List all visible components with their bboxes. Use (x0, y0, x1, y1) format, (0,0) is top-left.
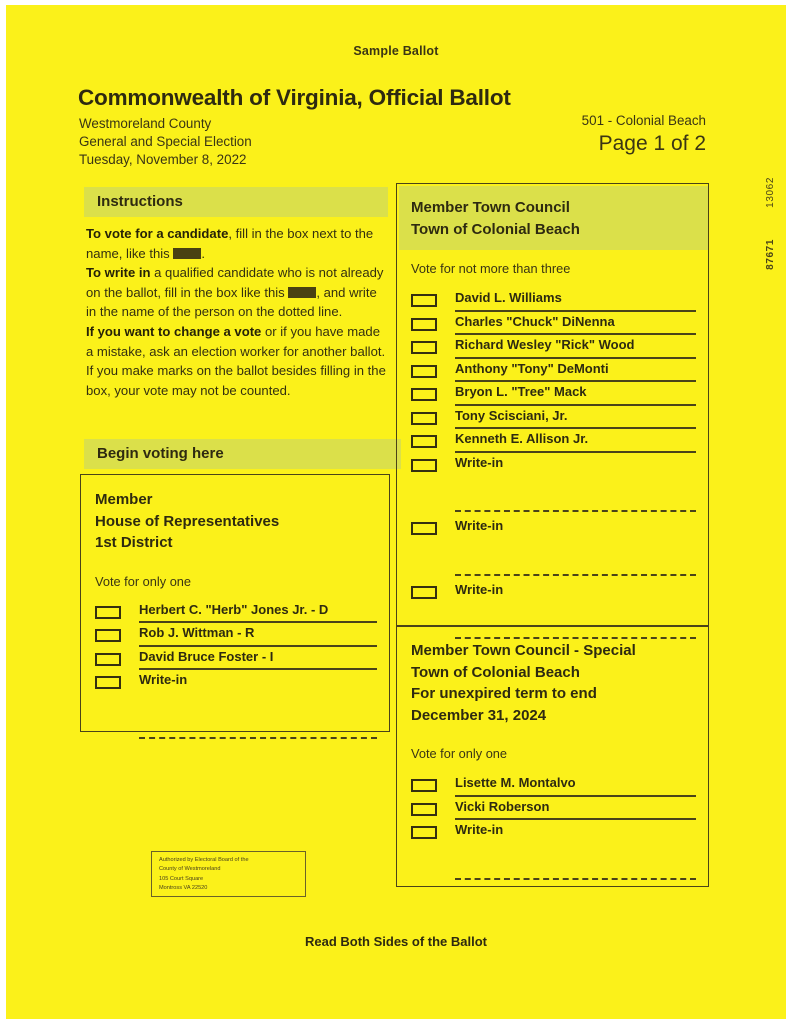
precinct-label: 501 - Colonial Beach (581, 113, 706, 128)
instructions-line1-bold: To vote for a candidate (86, 226, 229, 241)
candidate-underline (139, 668, 377, 670)
candidate-row[interactable] (411, 314, 694, 338)
contest-title (411, 197, 694, 240)
candidate-name: Charles "Chuck" DiNenna (455, 313, 615, 329)
checkbox-icon[interactable] (411, 803, 437, 816)
candidate-underline (455, 818, 696, 820)
page-title: Commonwealth of Virginia, Official Ballot (78, 85, 511, 110)
candidate-row[interactable] (95, 649, 375, 673)
auth-stamp-line: Authorized by Electoral Board of the (159, 857, 249, 863)
candidate-row[interactable] (411, 431, 694, 455)
checkbox-icon[interactable] (411, 522, 437, 535)
candidate-underline (455, 310, 696, 312)
filled-box-example-icon (173, 248, 201, 259)
contest-title (95, 489, 375, 554)
candidate-name: Kenneth E. Allison Jr. (455, 431, 589, 446)
contest-title (411, 640, 694, 726)
candidate-name: David Bruce Foster - I (139, 648, 274, 664)
ballot-code-top: 13062 (765, 177, 776, 208)
begin-voting-here-banner: Begin voting here (84, 439, 401, 469)
candidate-underline (455, 427, 696, 429)
vote-for-instruction: Vote for only one (411, 746, 508, 761)
candidate-list (411, 290, 694, 639)
contest-title-line: Town of Colonial Beach (411, 220, 580, 238)
candidate-underline (139, 621, 377, 623)
writein-dotted-line[interactable] (139, 737, 377, 739)
candidate-name: Herbert C. "Herb" Jones Jr. - D (139, 601, 329, 617)
contest-title-line: Town of Colonial Beach (411, 663, 580, 681)
writein-dotted-line[interactable] (455, 637, 696, 639)
checkbox-icon[interactable] (411, 365, 437, 378)
candidate-row[interactable] (411, 290, 694, 314)
auth-stamp-line: Montross VA 22520 (159, 885, 208, 892)
ballot-code-bottom: 87671 (765, 239, 776, 270)
auth-stamp-line: County of Westmoreland (159, 866, 221, 873)
checkbox-icon[interactable] (411, 412, 437, 425)
checkbox-icon[interactable] (411, 341, 437, 354)
contest-title-line: For unexpired term to end (411, 685, 597, 702)
candidate-row[interactable] (95, 625, 375, 649)
contest-title-line: Member (95, 491, 153, 508)
checkbox-icon[interactable] (411, 459, 437, 472)
authorization-stamp (151, 851, 306, 897)
checkbox-icon[interactable] (411, 435, 437, 448)
candidate-list (411, 775, 694, 880)
contest-house-of-representatives (80, 474, 390, 732)
instructions-line3-rest: or if you have made a mistake, ask an election worker for another ballot. If you make marks on the ballot besides filling in the box, your vote may not be counted. (86, 323, 386, 398)
candidate-name: David L. Williams (455, 290, 562, 305)
candidate-underline (455, 404, 696, 406)
footer-note: Read Both Sides of the Ballot (304, 934, 487, 949)
checkbox-icon[interactable] (411, 318, 437, 331)
instructions-line2-rest2: , and write in the name of the person on the dotted line. (86, 284, 377, 320)
candidate-name: Vicki Roberson (455, 798, 550, 814)
instructions-line3-bold: If you want to change a vote (86, 323, 262, 339)
right-column (396, 183, 709, 887)
candidate-row-writein[interactable] (411, 582, 694, 606)
writein-dotted-line[interactable] (455, 510, 696, 512)
candidate-row[interactable] (411, 799, 694, 823)
ballot-page (6, 5, 786, 1019)
contest-title-line: House of Representatives (95, 512, 280, 530)
candidate-row[interactable] (411, 775, 694, 799)
instructions-line1-end: . (201, 245, 205, 261)
checkbox-icon[interactable] (411, 826, 437, 839)
candidate-underline (455, 451, 696, 453)
candidate-row-writein[interactable] (95, 672, 375, 696)
candidate-list (95, 602, 375, 739)
checkbox-icon[interactable] (411, 294, 437, 307)
contest-title-line: 1st District (95, 534, 173, 551)
candidate-row[interactable] (411, 408, 694, 432)
checkbox-icon[interactable] (411, 586, 437, 599)
filled-box-example-icon-2 (288, 287, 316, 298)
candidate-underline (455, 357, 696, 359)
candidate-name: Tony Scisciani, Jr. (455, 407, 568, 423)
candidate-underline (455, 380, 696, 382)
checkbox-icon[interactable] (95, 629, 121, 642)
instructions-body (84, 217, 388, 400)
candidate-name: Anthony "Tony" DeMonti (455, 360, 609, 376)
candidate-name: Write-in (455, 822, 504, 837)
instructions-line2-rest: a qualified candidate who is not already on the ballot, fill in the box like this (86, 265, 384, 300)
sample-ballot-label: Sample Ballot (353, 44, 439, 58)
contest-title-line: Member Town Council - Special (411, 642, 636, 659)
contest-member-town-council-special (396, 626, 709, 887)
vote-for-instruction: Vote for not more than three (411, 261, 571, 276)
candidate-name: Write-in (455, 518, 504, 533)
instructions-heading: Instructions (84, 187, 388, 217)
contest-title-line: December 31, 2024 (411, 706, 547, 724)
candidate-name: Richard Wesley "Rick" Wood (455, 337, 635, 352)
candidate-row[interactable] (95, 602, 375, 626)
candidate-name: Write-in (455, 454, 504, 470)
instructions-line2-bold: To write in (86, 265, 151, 281)
contest-title-line: Member Town Council (411, 199, 570, 216)
page-indicator: Page 1 of 2 (598, 132, 706, 155)
candidate-row[interactable] (411, 337, 694, 361)
candidate-underline (139, 645, 377, 647)
ballot-subheader (79, 115, 252, 168)
candidate-name: Rob J. Wittman - R (139, 625, 255, 640)
election-name: General and Special Election (79, 133, 252, 149)
instructions-line1-rest: , fill in the box next to the name, like this (86, 226, 374, 261)
checkbox-icon[interactable] (95, 606, 121, 619)
checkbox-icon[interactable] (95, 653, 121, 666)
writein-dotted-line[interactable] (455, 574, 696, 576)
candidate-row-writein[interactable] (411, 822, 694, 846)
checkbox-icon[interactable] (411, 779, 437, 792)
instructions-section (84, 187, 388, 400)
writein-dotted-line[interactable] (455, 878, 696, 880)
auth-stamp-line: 105 Court Square (159, 875, 204, 882)
vote-for-instruction: Vote for only one (95, 573, 192, 589)
candidate-row[interactable] (411, 384, 694, 408)
candidate-row-writein[interactable] (411, 518, 694, 542)
checkbox-icon[interactable] (95, 676, 121, 689)
election-date: Tuesday, November 8, 2022 (79, 151, 247, 167)
candidate-underline (455, 333, 696, 335)
contest-member-town-council (396, 183, 709, 626)
county-name: Westmoreland County (79, 116, 212, 131)
candidate-name: Write-in (455, 581, 504, 597)
candidate-name: Bryon L. "Tree" Mack (455, 384, 587, 399)
candidate-underline (455, 795, 696, 797)
candidate-name: Lisette M. Montalvo (455, 775, 576, 790)
candidate-name: Write-in (139, 672, 188, 687)
checkbox-icon[interactable] (411, 388, 437, 401)
candidate-row-writein[interactable] (411, 455, 694, 479)
candidate-row[interactable] (411, 361, 694, 385)
